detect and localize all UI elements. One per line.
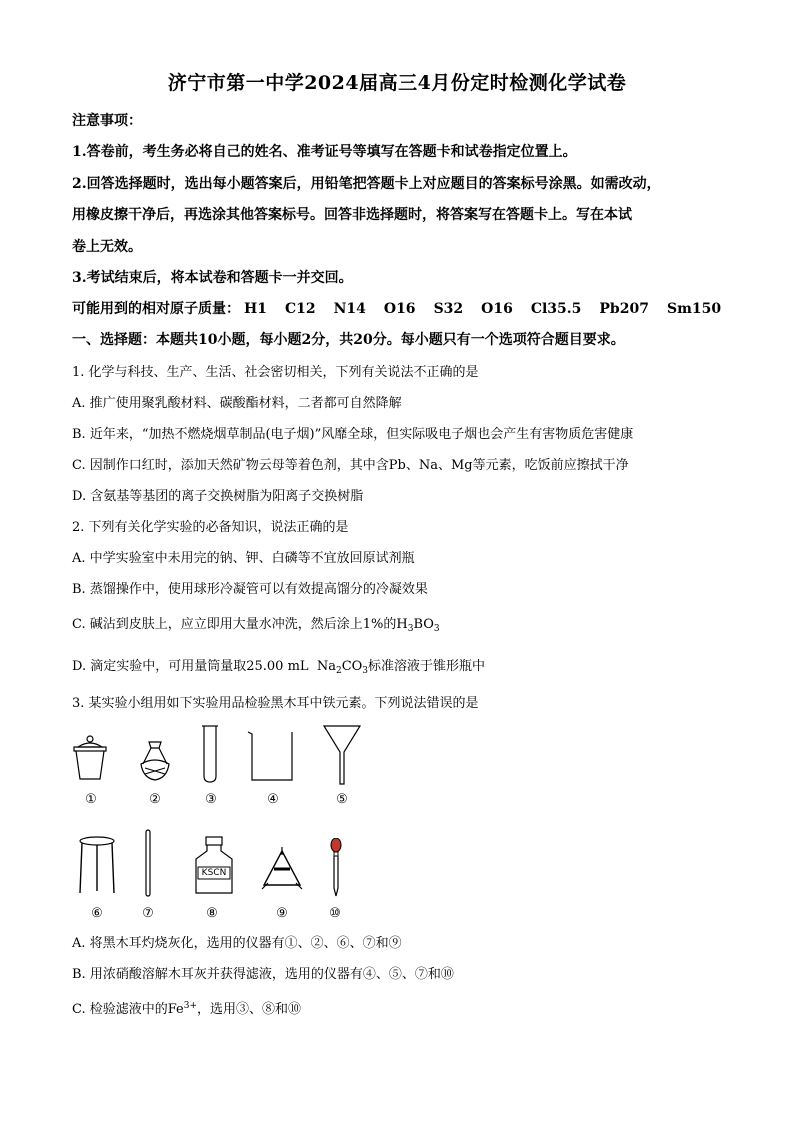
- apparatus-label: ②: [149, 792, 161, 807]
- apparatus-label: ⑥: [91, 906, 103, 921]
- apparatus-label: ④: [267, 792, 279, 807]
- dropper-icon: [328, 838, 344, 898]
- apparatus-label: ⑧: [206, 906, 218, 921]
- apparatus-label: ⑤: [336, 792, 348, 807]
- atomic-mass: Pb207: [599, 301, 649, 317]
- atomic-mass: Cl35.5: [530, 301, 582, 317]
- q1-option-a: A. 推广使用聚乳酸材料、碳酸酯材料，二者都可自然降解: [72, 396, 402, 411]
- formula-h3bo3: $H_3BO_3$: [396, 617, 440, 634]
- q2-option-a: A. 中学实验室中未用完的钠、钾、白磷等不宜放回原试剂瓶: [72, 551, 415, 566]
- notice-item-2: 2.回答选择题时，选出每小题答案后，用铅笔把答题卡上对应题目的答案标号涂黑。如需改动，: [72, 176, 661, 192]
- atomic-mass: O16: [383, 301, 416, 317]
- atomic-masses-label: 可能用到的相对原子质量：: [72, 301, 240, 317]
- q3-stem: 3. 某实验小组用如下实验用品检验黑木耳中铁元素。下列说法错误的是: [72, 696, 479, 711]
- q1-option-b: B. 近年来，“加热不燃烧烟草制品(电子烟)”风靡全球，但实际吸电子烟也会产生有害物质危害健康: [72, 427, 634, 442]
- q3-option-b: B. 用浓硝酸溶解木耳灰并获得滤液，选用的仪器有④、⑤、⑦和⑩: [72, 967, 454, 982]
- apparatus-label: ⑦: [142, 906, 154, 921]
- clay-triangle-icon: [260, 845, 304, 893]
- q2-stem: 2. 下列有关化学实验的必备知识，说法正确的是: [72, 520, 349, 535]
- atomic-mass: S32: [433, 301, 464, 317]
- atomic-mass: O16: [481, 301, 513, 317]
- test-tube-icon: [200, 724, 220, 784]
- section-heading: 一、选择题：本题共10小题，每小题2分，共20分。每小题只有一个选项符合题目要求。: [72, 332, 625, 348]
- apparatus-label: ③: [205, 792, 217, 807]
- tripod-icon: [78, 835, 116, 895]
- formula-na2co3: $Na_2CO_3$: [316, 659, 369, 676]
- kscn-label: KSCN: [201, 868, 227, 878]
- atomic-masses: [72, 298, 739, 318]
- apparatus-label: ⑨: [276, 906, 288, 921]
- atomic-mass: N14: [333, 301, 366, 317]
- apparatus-label: ①: [85, 792, 97, 807]
- q1-option-c: C. 因制作口红时，添加天然矿物云母等着色剂，其中含Pb、Na、Mg等元素，吃饭前应擦拭干净: [72, 458, 629, 473]
- notice-item-3: 3.考试结束后，将本试卷和答题卡一并交回。: [72, 270, 353, 286]
- q3-option-a: A. 将黑木耳灼烧灰化，选用的仪器有①、②、⑥、⑦和⑨: [72, 936, 402, 951]
- notice-heading: 注意事项：: [72, 113, 142, 129]
- kscn-reagent-bottle-icon: [192, 835, 236, 895]
- beaker-icon: [246, 728, 298, 784]
- q2-option-c: C. 碱沾到皮肤上，应立即用大量水冲洗，然后涂上1%的$H_3BO_3$: [72, 617, 440, 634]
- atomic-mass: Sm150: [666, 301, 722, 317]
- crucible-icon: [70, 735, 110, 783]
- q3-option-c: C. 检验滤液中的$Fe^{3+}$，选用③、⑧和⑩: [72, 1001, 302, 1017]
- atomic-mass: H1: [244, 301, 267, 317]
- notice-item-1: 1.答卷前，考生务必将自己的姓名、准考证号等填写在答题卡和试卷指定位置上。: [72, 144, 577, 160]
- q2-option-b: B. 蒸馏操作中，使用球形冷凝管可以有效提高馏分的冷凝效果: [72, 582, 428, 597]
- page-title: 济宁市第一中学2024届高三4月份定时检测化学试卷: [167, 72, 627, 94]
- q1-stem: 1. 化学与科技、生产、生活、社会密切相关，下列有关说法不正确的是: [72, 365, 479, 380]
- funnel-icon: [322, 722, 362, 786]
- crucible-tongs-icon: [135, 738, 175, 783]
- atomic-mass: C12: [284, 301, 316, 317]
- apparatus-label: ⑩: [329, 906, 341, 921]
- notice-item-2-cont: 用橡皮擦干净后，再选涂其他答案标号。回答非选择题时，将答案写在答题卡上。写在本试: [72, 207, 632, 223]
- q2-option-d: D. 滴定实验中，可用量筒量取25.00 mL $Na_2CO_3$标准溶液于锥形瓶中: [72, 659, 486, 676]
- glass-rod-icon: [143, 828, 153, 898]
- notice-item-2-end: 卷上无效。: [72, 239, 142, 255]
- q1-option-d: D. 含氨基等基团的离子交换树脂为阳离子交换树脂: [72, 489, 364, 504]
